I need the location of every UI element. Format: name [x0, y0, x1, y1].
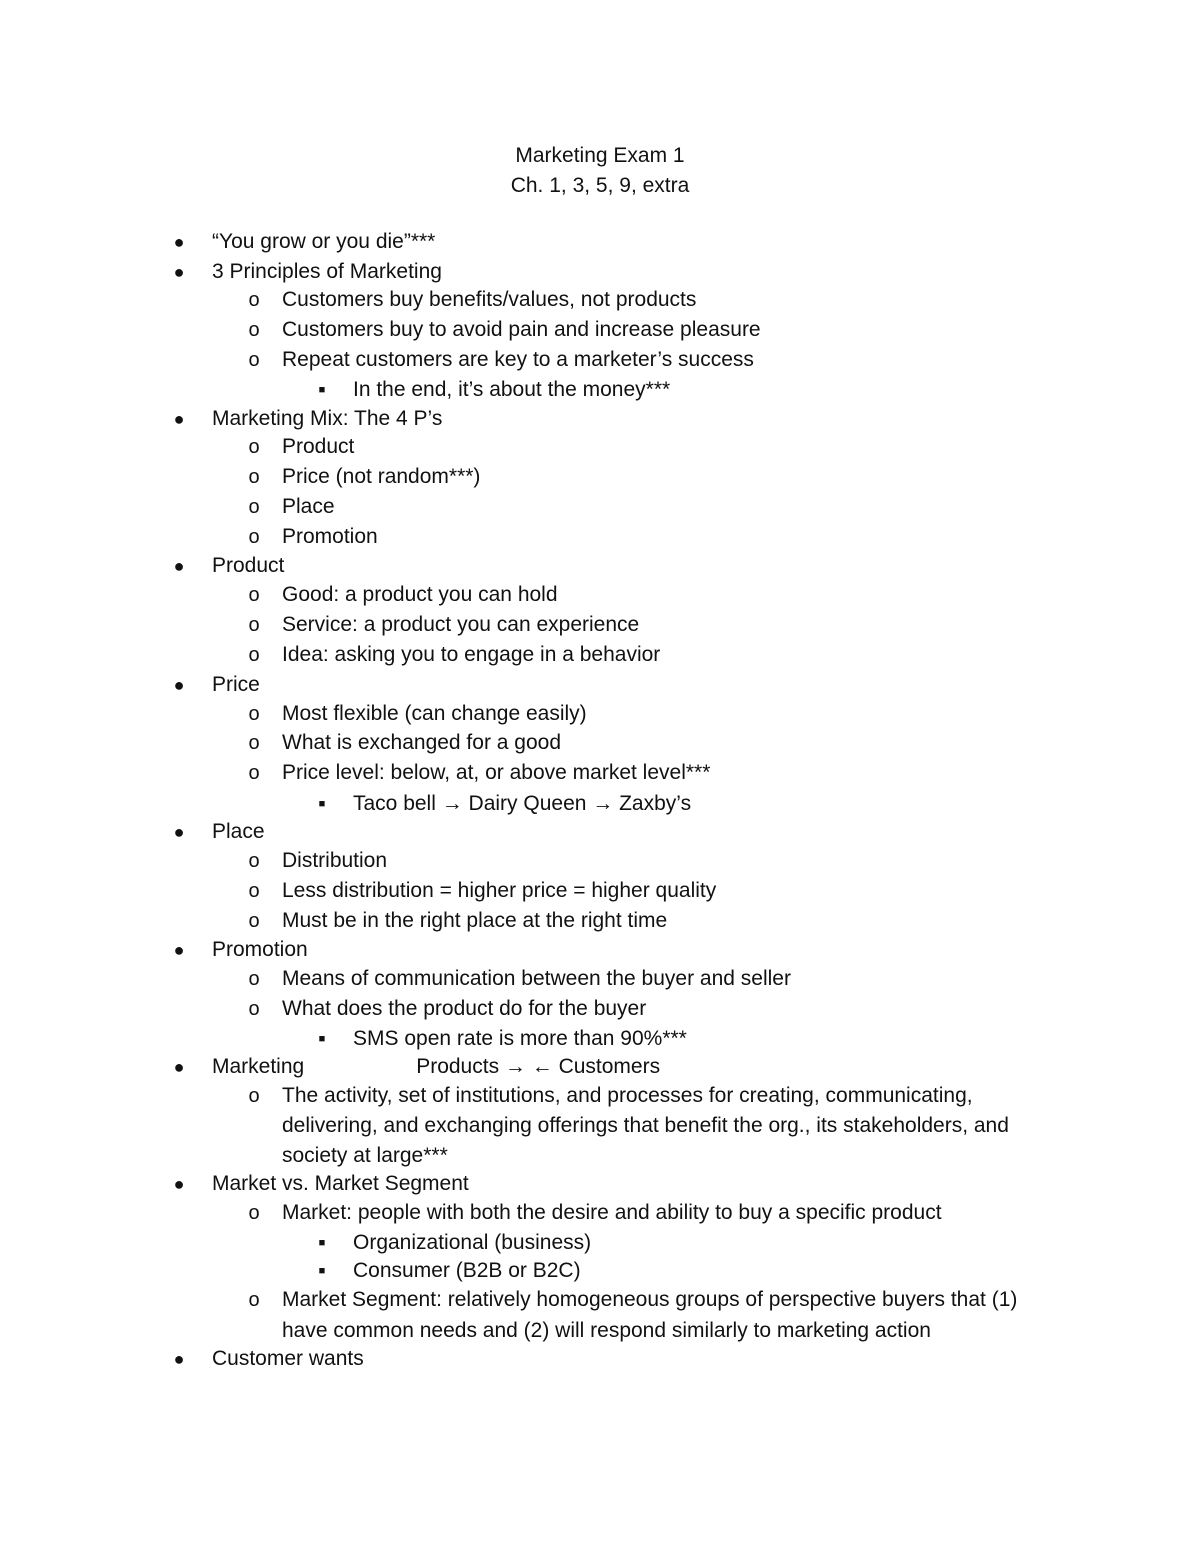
list-item-text: 3 Principles of Marketing: [212, 260, 442, 283]
list-item-text: Consumer (B2B or B2C): [353, 1259, 581, 1282]
list-item-text: The activity, set of institutions, and processes for creating, communicating,: [282, 1084, 973, 1107]
list-item-text: Market vs. Market Segment: [212, 1172, 469, 1195]
circle-bullet-icon: o: [248, 319, 260, 341]
document-title: Marketing Exam 1: [515, 144, 685, 167]
list-item-text: Repeat customers are key to a marketer’s success: [282, 348, 754, 371]
list-item-text: delivering, and exchanging offerings that benefit the org., its stakeholders, and: [282, 1114, 1009, 1137]
list-item-text: Organizational (business): [353, 1231, 592, 1254]
list-item-flow: Products → ← Customers: [416, 1055, 661, 1078]
bullet-icon: ●: [173, 940, 185, 960]
list-item-text: Means of communication between the buyer and seller: [282, 967, 791, 990]
list-item-text: society at large***: [282, 1144, 448, 1167]
list-item-text: Less distribution = higher price = higher quality: [282, 879, 717, 902]
circle-bullet-icon: o: [248, 910, 260, 932]
bullet-icon: ●: [173, 1349, 185, 1369]
circle-bullet-icon: o: [248, 732, 260, 754]
list-item-text: SMS open rate is more than 90%***: [353, 1027, 687, 1050]
list-item-text: Customer wants: [212, 1347, 364, 1370]
list-item-text: Place: [282, 495, 335, 518]
list-item-text: “You grow or you die”***: [212, 230, 436, 253]
list-item-text: Market: people with both the desire and ability to buy a specific product: [282, 1201, 942, 1224]
circle-bullet-icon: o: [248, 968, 260, 990]
circle-bullet-icon: o: [248, 614, 260, 636]
bullet-icon: ●: [173, 675, 185, 695]
bullet-icon: ●: [173, 232, 185, 252]
list-item-text: [212, 1052, 660, 1082]
square-bullet-icon: ■: [318, 1237, 326, 1249]
list-item-text: Must be in the right place at the right time: [282, 909, 668, 932]
circle-bullet-icon: o: [248, 762, 260, 784]
list-item-text: Product: [212, 554, 285, 577]
circle-bullet-icon: o: [248, 584, 260, 606]
circle-bullet-icon: o: [248, 998, 260, 1020]
list-item-term: Marketing: [212, 1055, 305, 1078]
list-item-text: In the end, it’s about the money***: [353, 378, 671, 401]
list-item-text: Taco bell → Dairy Queen → Zaxby’s: [353, 792, 692, 815]
square-bullet-icon: ■: [318, 384, 326, 396]
list-item-text: Distribution: [282, 849, 388, 872]
square-bullet-icon: ■: [318, 1265, 326, 1277]
circle-bullet-icon: o: [248, 466, 260, 488]
circle-bullet-icon: o: [248, 850, 260, 872]
circle-bullet-icon: o: [248, 880, 260, 902]
square-bullet-icon: ■: [318, 798, 326, 810]
square-bullet-icon: ■: [318, 1033, 326, 1045]
circle-bullet-icon: o: [248, 1202, 260, 1224]
bullet-icon: ●: [173, 822, 185, 842]
list-item-text: Customers buy to avoid pain and increase pleasure: [282, 318, 761, 341]
list-item-text: Price level: below, at, or above market level***: [282, 761, 711, 784]
list-item-text: What does the product do for the buyer: [282, 997, 647, 1020]
list-item-text: Service: a product you can experience: [282, 613, 640, 636]
circle-bullet-icon: o: [248, 289, 260, 311]
list-item-text: Price: [212, 673, 260, 696]
document-subtitle: Ch. 1, 3, 5, 9, extra: [510, 174, 690, 197]
list-item-text: Price (not random***): [282, 465, 481, 488]
list-item-text: Market Segment: relatively homogeneous groups of perspective buyers that (1): [282, 1288, 1018, 1311]
list-item-text: have common needs and (2) will respond similarly to marketing action: [282, 1319, 931, 1342]
bullet-icon: ●: [173, 1174, 185, 1194]
circle-bullet-icon: o: [248, 1085, 260, 1107]
list-item-text: Promotion: [212, 938, 308, 961]
bullet-icon: ●: [173, 409, 185, 429]
circle-bullet-icon: o: [248, 349, 260, 371]
list-item-text: Good: a product you can hold: [282, 583, 558, 606]
bullet-icon: ●: [173, 262, 185, 282]
circle-bullet-icon: o: [248, 526, 260, 548]
bullet-icon: ●: [173, 556, 185, 576]
circle-bullet-icon: o: [248, 703, 260, 725]
list-item-text: Place: [212, 820, 265, 843]
list-item-text: Idea: asking you to engage in a behavior: [282, 643, 661, 666]
list-item-text: Marketing Mix: The 4 P’s: [212, 407, 443, 430]
circle-bullet-icon: o: [248, 496, 260, 518]
list-item-text: What is exchanged for a good: [282, 731, 562, 754]
list-item-text: Customers buy benefits/values, not products: [282, 288, 697, 311]
bullet-icon: ●: [173, 1057, 185, 1077]
circle-bullet-icon: o: [248, 1289, 260, 1311]
list-item-text: Product: [282, 435, 355, 458]
list-item-text: Most flexible (can change easily): [282, 702, 587, 725]
circle-bullet-icon: o: [248, 644, 260, 666]
list-item-text: Promotion: [282, 525, 378, 548]
circle-bullet-icon: o: [248, 436, 260, 458]
